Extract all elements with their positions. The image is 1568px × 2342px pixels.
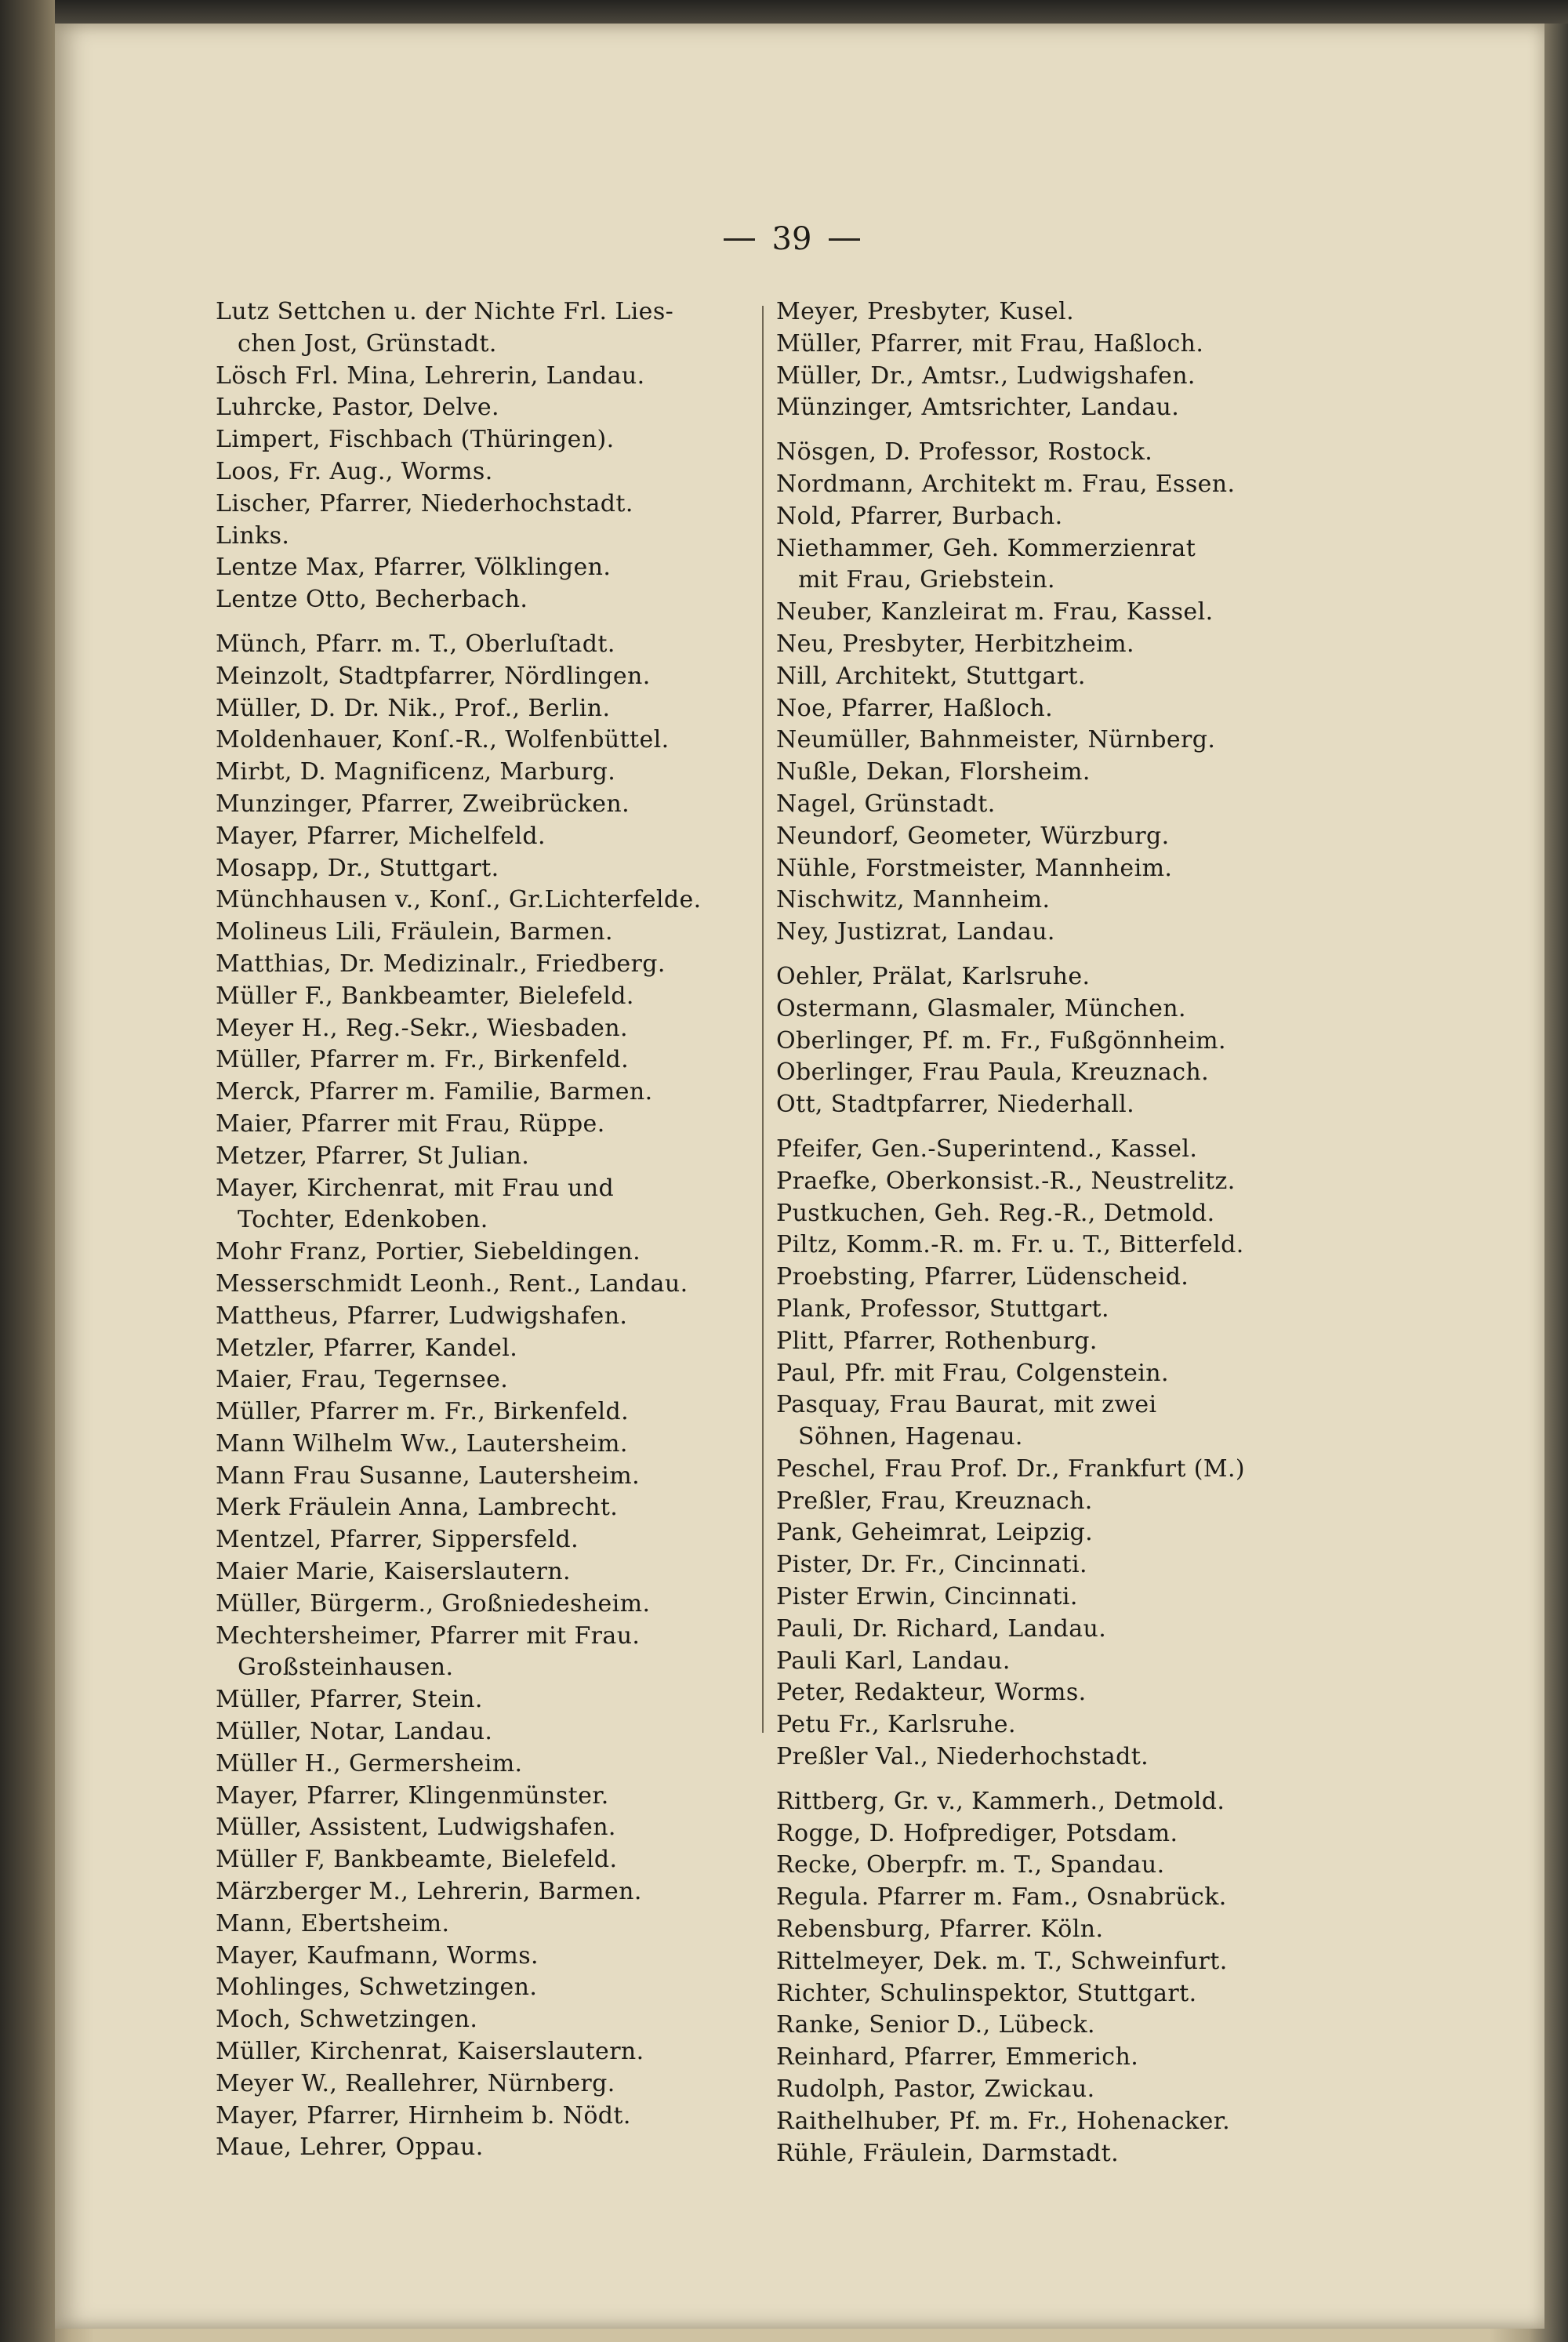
directory-entry: Merk Fräulein Anna, Lambrecht.: [216, 1494, 619, 1522]
directory-entry: Müller, Pfarrer, mit Frau, Haßloch.: [776, 329, 1204, 358]
directory-entry: Plitt, Pfarrer, Rothenburg.: [776, 1327, 1098, 1355]
directory-entry: Raithelhuber, Pf. m. Fr., Hohenacker.: [776, 2107, 1231, 2135]
directory-entry-continuation: chen Jost, Grünstadt.: [238, 329, 497, 358]
directory-entry: Ott, Stadtpfarrer, Niederhall.: [776, 1091, 1135, 1119]
directory-entry: Molineus Lili, Fräulein, Barmen.: [216, 918, 613, 946]
directory-entry: Pister, Dr. Fr., Cincinnati.: [776, 1551, 1087, 1579]
directory-entry: Müller, D. Dr. Nik., Prof., Berlin.: [216, 694, 611, 722]
directory-entry: Metzler, Pfarrer, Kandel.: [216, 1334, 518, 1362]
directory-entry: Müller, Bürgerm., Großniedesheim.: [216, 1589, 651, 1618]
directory-entry: Pasquay, Frau Baurat, mit zwei: [776, 1391, 1157, 1419]
directory-entry: Links.: [216, 521, 290, 550]
directory-entry: Niethammer, Geh. Kommerzienrat: [776, 534, 1196, 562]
directory-entry: Nill, Architekt, Stuttgart.: [776, 662, 1086, 690]
directory-entry-continuation: mit Frau, Griebstein.: [798, 566, 1055, 594]
directory-entry: Mayer, Kirchenrat, mit Frau und: [216, 1174, 615, 1202]
directory-entry: Pank, Geheimrat, Leipzig.: [776, 1519, 1094, 1547]
directory-entry: Mayer, Pfarrer, Hirnheim b. Nödt.: [216, 2101, 631, 2130]
directory-entry: Munzinger, Pfarrer, Zweibrücken.: [216, 790, 630, 818]
directory-entry: Ney, Justizrat, Landau.: [776, 918, 1055, 946]
directory-entry: Müller, Assistent, Ludwigshafen.: [216, 1814, 616, 1842]
directory-entry: Mann Frau Susanne, Lautersheim.: [216, 1461, 641, 1490]
directory-entry: Luhrcke, Pastor, Delve.: [216, 394, 499, 422]
directory-entry: Neuber, Kanzleirat m. Frau, Kassel.: [776, 598, 1214, 626]
directory-entry: Ranke, Senior D., Lübeck.: [776, 2011, 1095, 2039]
directory-entry: Lentze Otto, Becherbach.: [216, 586, 528, 614]
directory-entry: Rogge, D. Hofprediger, Potsdam.: [776, 1819, 1178, 1847]
directory-entry: Loos, Fr. Aug., Worms.: [216, 457, 493, 485]
directory-entry: Messerschmidt Leonh., Rent., Landau.: [216, 1269, 688, 1298]
left-page-edge: [0, 0, 55, 2342]
header-dash-right: [829, 238, 860, 241]
directory-entry: Meyer, Presbyter, Kusel.: [776, 298, 1075, 325]
book-top-edge: [0, 0, 1568, 24]
directory-entry: Mosapp, Dr., Stuttgart.: [216, 854, 499, 882]
directory-entry: Plank, Professor, Stuttgart.: [776, 1294, 1109, 1323]
directory-entry: Maier, Frau, Tegernsee.: [216, 1366, 509, 1394]
column-divider: [762, 306, 764, 1733]
directory-entry: Müller, Pfarrer, Stein.: [216, 1686, 483, 1714]
directory-entry: Nußle, Dekan, Florsheim.: [776, 758, 1091, 786]
directory-entry: Müller, Notar, Landau.: [216, 1718, 493, 1746]
directory-entry: Recke, Oberpfr. m. T., Spandau.: [776, 1851, 1165, 1879]
directory-entry: Paul, Pfr. mit Frau, Colgenstein.: [776, 1359, 1169, 1387]
directory-entry: Limpert, Fischbach (Thüringen).: [216, 426, 615, 454]
directory-entry: Oehler, Prälat, Karlsruhe.: [776, 962, 1091, 990]
directory-entry: Meyer W., Reallehrer, Nürnberg.: [216, 2069, 615, 2097]
page-header: [690, 216, 894, 263]
directory-entry: Müller F, Bankbeamte, Bielefeld.: [216, 1846, 618, 1874]
directory-entry: Preßler, Frau, Kreuznach.: [776, 1487, 1093, 1515]
directory-entry: Pustkuchen, Geh. Reg.-R., Detmold.: [776, 1199, 1215, 1227]
directory-entry: Pauli, Dr. Richard, Landau.: [776, 1614, 1107, 1643]
directory-entry-continuation: Tochter, Edenkoben.: [238, 1206, 488, 1234]
directory-entry-continuation: Söhnen, Hagenau.: [798, 1423, 1023, 1451]
directory-entry: Metzer, Pfarrer, St Julian.: [216, 1142, 530, 1170]
directory-entry: Proebsting, Pfarrer, Lüdenscheid.: [776, 1263, 1189, 1291]
directory-entry: Müller, Kirchenrat, Kaiserslautern.: [216, 2038, 644, 2066]
directory-entry: Neundorf, Geometer, Würzburg.: [776, 822, 1170, 850]
directory-entry: Nühle, Forstmeister, Mannheim.: [776, 854, 1173, 882]
directory-entry: Richter, Schulinspektor, Stuttgart.: [776, 1979, 1197, 2007]
directory-entry: Regula. Pfarrer m. Fam., Osnabrück.: [776, 1883, 1227, 1912]
directory-entry: Münzinger, Amtsrichter, Landau.: [776, 394, 1180, 422]
directory-entry: Mayer, Kaufmann, Worms.: [216, 1941, 539, 1970]
directory-entry: Lutz Settchen u. der Nichte Frl. Lies-: [216, 298, 674, 325]
directory-entry: Mentzel, Pfarrer, Sippersfeld.: [216, 1526, 579, 1554]
directory-entry: Reinhard, Pfarrer, Emmerich.: [776, 2043, 1139, 2071]
directory-entry: Mohlinges, Schwetzingen.: [216, 1973, 538, 2002]
directory-entry: Nordmann, Architekt m. Frau, Essen.: [776, 470, 1236, 498]
directory-entry: Müller, Pfarrer m. Fr., Birkenfeld.: [216, 1398, 630, 1426]
directory-entry: Meinzolt, Stadtpfarrer, Nördlingen.: [216, 662, 651, 690]
directory-entry: Noe, Pfarrer, Haßloch.: [776, 694, 1054, 722]
directory-entry: Müller H., Germersheim.: [216, 1749, 523, 1777]
directory-entry: Pauli Karl, Landau.: [776, 1647, 1011, 1675]
directory-entry: Lösch Frl. Mina, Lehrerin, Landau.: [216, 361, 645, 390]
directory-entry: Mirbt, D. Magnificenz, Marburg.: [216, 758, 616, 786]
directory-entry: Nösgen, D. Professor, Rostock.: [776, 438, 1153, 467]
directory-entry: Rudolph, Pastor, Zwickau.: [776, 2075, 1095, 2104]
directory-entry-continuation: Großsteinhausen.: [238, 1654, 454, 1682]
directory-entry: Preßler Val., Niederhochstadt.: [776, 1743, 1149, 1771]
directory-entry: Müller, Pfarrer m. Fr., Birkenfeld.: [216, 1046, 630, 1074]
right-column: [776, 296, 1317, 2170]
directory-entry: Rittberg, Gr. v., Kammerh., Detmold.: [776, 1787, 1225, 1815]
directory-entry: Mayer, Pfarrer, Michelfeld.: [216, 822, 546, 850]
directory-entry: Meyer H., Reg.-Sekr., Wiesbaden.: [216, 1014, 628, 1042]
directory-entry: Rühle, Fräulein, Darmstadt.: [776, 2139, 1120, 2167]
directory-entry: Nischwitz, Mannheim.: [776, 886, 1051, 914]
directory-entry: Mattheus, Pfarrer, Ludwigshafen.: [216, 1302, 628, 1330]
directory-entry: Müller, Dr., Amtsr., Ludwigshafen.: [776, 361, 1196, 390]
header-dash-left: [724, 238, 755, 241]
directory-entry: Nold, Pfarrer, Burbach.: [776, 502, 1063, 530]
directory-entry: Matthias, Dr. Medizinalr., Friedberg.: [216, 950, 666, 978]
directory-entry: Maier, Pfarrer mit Frau, Rüppe.: [216, 1109, 605, 1138]
directory-entry: Petu Fr., Karlsruhe.: [776, 1711, 1016, 1739]
directory-entry: Münch, Pfarr. m. T., Oberluſtadt.: [216, 630, 615, 658]
directory-entry: Rittelmeyer, Dek. m. T., Schweinfurt.: [776, 1947, 1228, 1975]
directory-entry: Peter, Redakteur, Worms.: [776, 1679, 1087, 1707]
directory-entry: Oberlinger, Frau Paula, Kreuznach.: [776, 1058, 1210, 1087]
directory-entry: Maier Marie, Kaiserslautern.: [216, 1558, 571, 1586]
directory-entry: Oberlinger, Pf. m. Fr., Fußgönnheim.: [776, 1026, 1226, 1055]
page-number: 39: [771, 221, 812, 257]
directory-entry: Peschel, Frau Prof. Dr., Frankfurt (M.): [776, 1454, 1245, 1483]
directory-entry: Lischer, Pfarrer, Niederhochstadt.: [216, 489, 633, 517]
directory-entry: Rebensburg, Pfarrer. Köln.: [776, 1915, 1104, 1944]
directory-entry: Müller F., Bankbeamter, Bielefeld.: [216, 982, 634, 1010]
directory-entry: Lentze Max, Pfarrer, Völklingen.: [216, 554, 612, 582]
directory-entry: Mechtersheimer, Pfarrer mit Frau.: [216, 1621, 641, 1650]
directory-entry: Münchhausen v., Konſ., Gr.Lichterfelde.: [216, 886, 702, 914]
directory-entry: Merck, Pfarrer m. Familie, Barmen.: [216, 1078, 653, 1106]
directory-entry: Mohr Franz, Portier, Siebeldingen.: [216, 1238, 641, 1266]
directory-entry: Moch, Schwetzingen.: [216, 2006, 478, 2034]
directory-entry: Praefke, Oberkonsist.-R., Neustrelitz.: [776, 1167, 1236, 1195]
directory-entry: Ostermann, Glasmaler, München.: [776, 994, 1186, 1022]
left-column: [216, 296, 749, 2164]
directory-entry: Pister Erwin, Cincinnati.: [776, 1583, 1078, 1611]
directory-entry: Mayer, Pfarrer, Klingenmünster.: [216, 1781, 609, 1810]
directory-entry: Mann, Ebertsheim.: [216, 1909, 450, 1937]
directory-entry: Märzberger M., Lehrerin, Barmen.: [216, 1878, 642, 1906]
directory-entry: Maue, Lehrer, Oppau.: [216, 2133, 484, 2162]
directory-entry: Neumüller, Bahnmeister, Nürnberg.: [776, 726, 1216, 754]
directory-entry: Pfeifer, Gen.-Superintend., Kassel.: [776, 1135, 1198, 1163]
directory-entry: Moldenhauer, Konſ.-R., Wolfenbüttel.: [216, 726, 670, 754]
directory-entry: Piltz, Komm.-R. m. Fr. u. T., Bitterfeld.: [776, 1231, 1244, 1259]
directory-entry: Nagel, Grünstadt.: [776, 790, 996, 818]
directory-entry: Neu, Presbyter, Herbitzheim.: [776, 630, 1134, 658]
directory-entry: Mann Wilhelm Ww., Lautersheim.: [216, 1429, 628, 1458]
